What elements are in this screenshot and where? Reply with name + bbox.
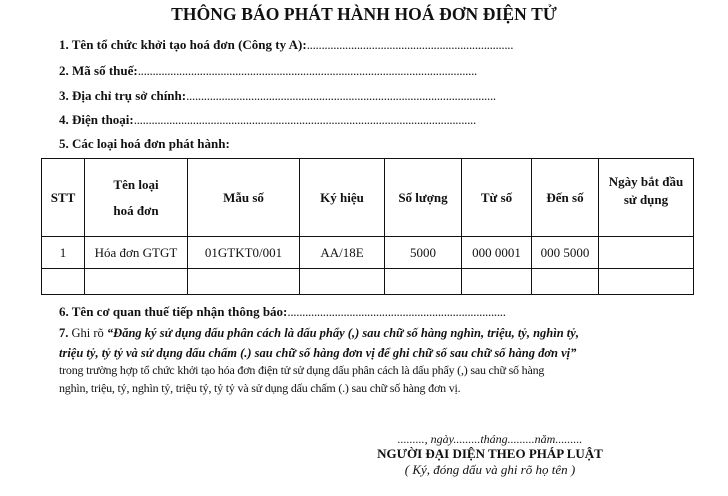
- cell-template-no: 01GTKT0/001: [188, 237, 300, 269]
- header-invoice-type: [85, 159, 188, 237]
- cell-stt: 1: [42, 237, 85, 269]
- cell-invoice-type: [85, 269, 188, 295]
- field-label: 5. Các loại hoá đơn phát hành:: [59, 136, 230, 151]
- header-template-no: Mẫu số: [188, 159, 300, 237]
- header-line: hoá đơn: [113, 202, 159, 218]
- header-start-date: [599, 159, 694, 237]
- field-label: 4. Điện thoại:: [59, 112, 134, 127]
- table-row: [42, 269, 694, 295]
- invoice-table: [41, 158, 694, 295]
- field-label: 2. Mã số thuế:: [59, 63, 138, 78]
- note-line-3: trong trường hợp tổ chức khởi tạo hóa đơn điện tử sử dụng dấu phân cách là dấu phẩy (,) sau chữ số hàng: [59, 363, 545, 377]
- field-head-office-address: [59, 88, 496, 104]
- header-stt: STT: [42, 159, 85, 237]
- note-quote: triệu tỷ, tỷ tỷ và sử dụng dấu chấm (.) sau chữ số hàng đơn vị để ghi chữ số sau chữ số hàng đơn vị”: [59, 346, 577, 360]
- field-tax-authority: [59, 304, 506, 320]
- cell-from-no: 000 0001: [462, 237, 532, 269]
- signature-role: NGƯỜI ĐẠI DIỆN THEO PHÁP LUẬT: [377, 446, 603, 461]
- field-fill-dots: ...................................................................................................................: [137, 63, 477, 78]
- field-organization-name: [59, 37, 513, 53]
- header-symbol: Ký hiệu: [300, 159, 385, 237]
- cell-from-no: [462, 269, 532, 295]
- table-header-row: [42, 159, 694, 237]
- note-line-1: [59, 326, 579, 341]
- header-from-no: Từ số: [462, 159, 532, 237]
- field-label: 6. Tên cơ quan thuế tiếp nhận thông báo:: [59, 304, 288, 319]
- field-fill-dots: .........................................................................................................: [186, 88, 496, 103]
- header-to-no: Đến số: [532, 159, 599, 237]
- field-label: 3. Địa chỉ trụ sở chính:: [59, 88, 187, 103]
- table-row: [42, 237, 694, 269]
- cell-start-date: [599, 237, 694, 269]
- cell-symbol: AA/18E: [300, 237, 385, 269]
- cell-to-no: 000 5000: [532, 237, 599, 269]
- header-line: Ngày bắt đầu: [608, 174, 684, 189]
- signature-date-line: ........., ngày.........tháng.........năm.........: [397, 432, 583, 446]
- header-line: Tên loại: [113, 176, 159, 192]
- cell-template-no: [188, 269, 300, 295]
- signature-instruction: ( Ký, đóng dấu và ghi rõ họ tên ): [404, 462, 576, 477]
- header-line: sử dụng: [623, 192, 669, 207]
- note-quote: “Đăng ký sử dụng dấu phân cách là dấu phẩy (,) sau chữ số hàng nghìn, triệu, tỷ, nghìn tỷ,: [106, 326, 579, 340]
- cell-symbol: [300, 269, 385, 295]
- document-title: THÔNG BÁO PHÁT HÀNH HOÁ ĐƠN ĐIỆN TỬ: [171, 4, 557, 24]
- field-fill-dots: ......................................................................: [306, 37, 514, 52]
- field-fill-dots: ....................................................................................................................: [133, 112, 476, 127]
- note-lead: Ghi rõ: [68, 326, 107, 340]
- header-quantity: Số lượng: [385, 159, 462, 237]
- note-number: 7.: [59, 326, 69, 340]
- cell-to-no: [532, 269, 599, 295]
- field-label: 1. Tên tổ chức khởi tạo hoá đơn (Công ty A):: [59, 37, 307, 52]
- field-tax-code: [59, 63, 477, 79]
- field-fill-dots: ..........................................................................: [287, 304, 506, 319]
- field-phone: [59, 112, 476, 128]
- cell-quantity: 5000: [385, 237, 462, 269]
- cell-start-date: [599, 269, 694, 295]
- cell-quantity: [385, 269, 462, 295]
- note-line-2: [59, 346, 576, 361]
- cell-stt: [42, 269, 85, 295]
- note-line-4: nghìn, triệu, tỷ, nghìn tỷ, triệu tỷ, tỷ tỷ và sử dụng dấu chấm (.) sau chữ số hàng đơn vị.: [59, 381, 461, 395]
- field-invoice-types: [59, 136, 230, 152]
- cell-invoice-type: Hóa đơn GTGT: [85, 237, 188, 269]
